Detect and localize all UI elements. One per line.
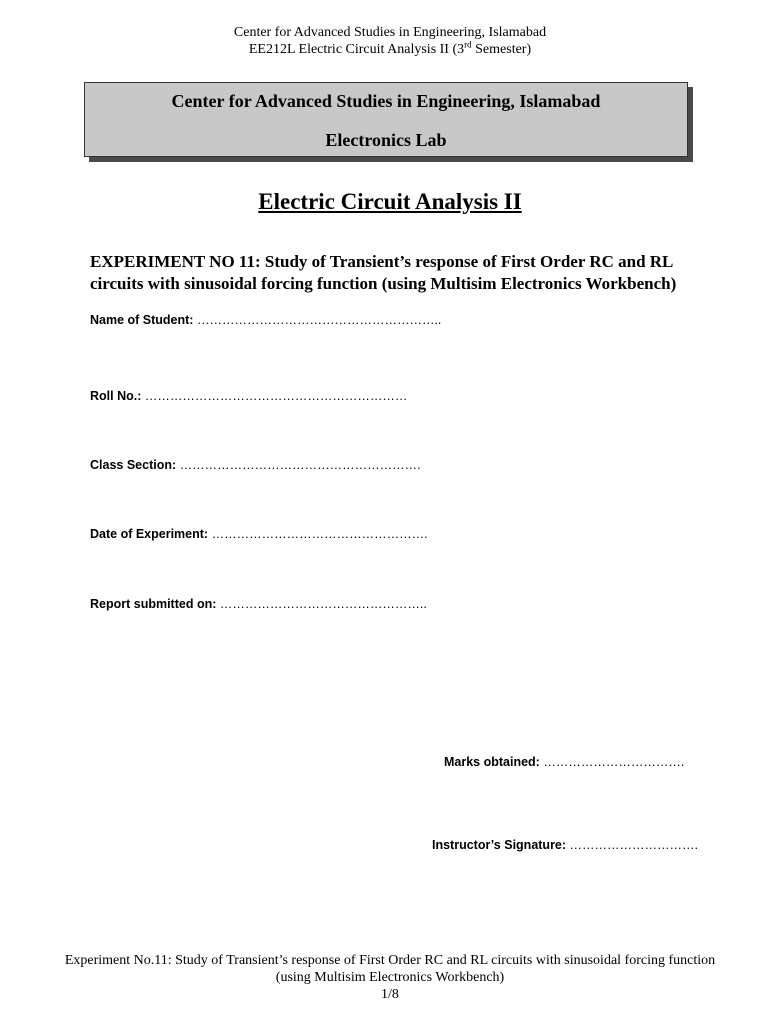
instructor-signature-dots: …………………………. <box>569 838 699 852</box>
experiment-title: EXPERIMENT NO 11: Study of Transient’s response of First Order RC and RL circuits with sinusoidal forcing function (using Multisim Electronics Workbench) <box>90 252 677 293</box>
roll-no-dots: ……………………………………………………… <box>144 389 408 403</box>
instructor-signature-label: Instructor’s Signature: <box>432 838 570 852</box>
header-institution: Center for Advanced Studies in Engineering, Islamabad <box>233 25 547 40</box>
report-submitted-dots: ………………………………………….. <box>219 597 427 611</box>
title-box-lab: Electronics Lab <box>325 130 447 150</box>
page-footer <box>60 952 720 1003</box>
class-section-label: Class Section: <box>90 458 180 472</box>
page-header <box>0 24 768 58</box>
header-course-suffix: Semester) <box>471 42 532 57</box>
title-box <box>84 82 688 157</box>
marks-obtained-field[interactable] <box>444 755 684 769</box>
page-number: 1/8 <box>381 987 399 1002</box>
student-name-label: Name of Student: <box>90 313 197 327</box>
report-submitted-label: Report submitted on: <box>90 597 220 611</box>
date-of-experiment-label: Date of Experiment: <box>90 527 212 541</box>
header-course-text: EE212L Electric Circuit Analysis II (3 <box>248 42 465 57</box>
student-name-field[interactable] <box>90 313 441 327</box>
footer-experiment-title: Experiment No.11: Study of Transient’s response of First Order RC and RL circuits with sinusoidal forcing function (using Multisim Electronics Workbench) <box>64 953 716 985</box>
class-section-dots: …………………………………………………. <box>179 458 421 472</box>
course-title: Electric Circuit Analysis II <box>258 189 522 214</box>
marks-obtained-dots: ……………………………. <box>543 755 685 769</box>
roll-no-label: Roll No.: <box>90 389 145 403</box>
marks-obtained-label: Marks obtained: <box>444 755 544 769</box>
date-of-experiment-dots: ……………………………………………. <box>211 527 428 541</box>
header-course <box>0 41 768 58</box>
instructor-signature-field[interactable] <box>432 838 698 852</box>
date-of-experiment-field[interactable] <box>90 527 428 541</box>
student-name-dots: ………………………………………………….. <box>196 313 442 327</box>
report-submitted-field[interactable] <box>90 597 427 611</box>
roll-no-field[interactable] <box>90 389 407 403</box>
header-course-sup: rd <box>464 39 472 50</box>
class-section-field[interactable] <box>90 458 421 472</box>
title-box-institution: Center for Advanced Studies in Engineering, Islamabad <box>171 91 601 111</box>
